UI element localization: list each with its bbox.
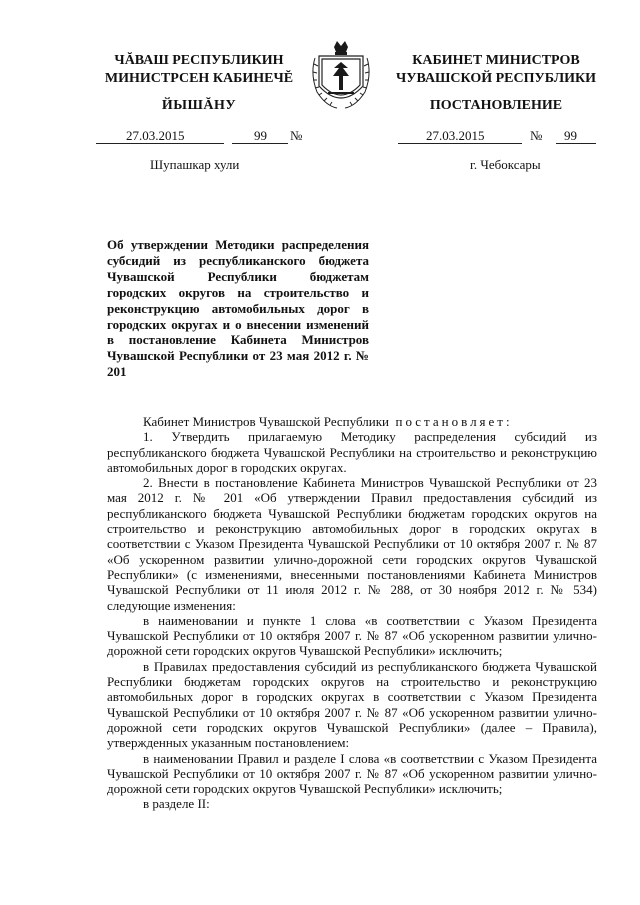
coat-of-arms-icon (310, 38, 372, 112)
body-paragraph: в наименовании и пункте 1 слова «в соответствии с Указом Президента Чувашской Республики от 10 октября 2007 г. № 87 «Об ускоренном развитии улично-дорожной сети городских округов Чувашской Республики» исключить; (107, 612, 597, 659)
header-right-number-sign: № (530, 128, 543, 143)
body-paragraph: в разделе II: (143, 796, 210, 812)
header-right-doc-type: ПОСТАНОВЛЕНИЕ (429, 98, 563, 113)
header-left-place: Шупашкар хули (150, 157, 240, 172)
document-title (107, 237, 369, 380)
header-left-doc-type: ЙЫШĂНУ (161, 98, 237, 113)
header-left-number-sign: № (290, 128, 303, 143)
body-paragraph: 2. Внести в постановление Кабинета Министров Чувашской Республики от 23 мая 2012 г. № 201 «Об утверждении Правил предоставления субсидий из республиканского бюджета Чувашской Республики бюджетам городских округов на строительство и реконструкцию автомобильных дорог в городских округах в соответствии с Указом Президента Чувашской Республики от 10 октября 2007 г. № 87 «Об ускоренном развитии улично-дорожной сети городских округов Чувашской Республики» (с изменениями, внесенными постановлениями Кабинета Министров Чувашской Республики от 11 июля 2012 г. № 288, от 30 ноября 2012 г. № 534) следующие изменения: (107, 475, 597, 613)
header-left-date-number (96, 128, 308, 146)
body-intro-verb: постановляет: (395, 414, 513, 429)
header-right-number: 99 (564, 128, 577, 143)
body-intro (107, 414, 597, 429)
header-left-line2: МИНИСТРСЕН КАБИНЕЧĔ (104, 71, 294, 86)
body-paragraph: в наименовании Правил и разделе I слова «в соответствии с Указом Президента Чувашской Республики от 10 октября 2007 г. № 87 «Об ускоренном развитии улично-дорожной сети городских округов Чувашской Республики» исключить; (107, 750, 597, 797)
header-left-date: 27.03.2015 (126, 128, 185, 143)
body-paragraph: в Правилах предоставления субсидий из республиканского бюджета Чувашской Республики бюджетам городских округов на строительство и реконструкцию автомобильных дорог в городских округах в соответствии с Указом Президента Чувашской Республики от 10 октября 2007 г. № 87 «Об ускоренном развитии улично-дорожной сети городских округов Чувашской Республики» (далее – Правила), утвержденных указанным постановлением: (107, 658, 597, 751)
body-paragraph: 1. Утвердить прилагаемую Методику распределения субсидий из республиканского бюджета Чувашской Республики на строительство и реконструкцию автомобильных дорог в городских округах. (107, 429, 597, 475)
header-right-place: г. Чебоксары (470, 157, 541, 172)
header-left-org (84, 52, 314, 88)
header-left-line1: ЧĂВАШ РЕСПУБЛИКИН (114, 53, 284, 68)
document-title-text: Об утверждении Методики распределения субсидий из республиканского бюджета Чувашской Республики бюджетам городских округов на строительство и реконструкцию автомобильных дорог в городских округах и о внесении изменений в постановление Кабинета Министров Чувашской Республики от 23 мая 2012 г. № 201 (107, 237, 369, 380)
header-right-org (376, 52, 616, 88)
header-right-date: 27.03.2015 (426, 128, 485, 143)
body-intro-text: Кабинет Министров Чувашской Республики (143, 414, 389, 429)
header-right-line1: КАБИНЕТ МИНИСТРОВ (412, 53, 580, 68)
header-right-line2: ЧУВАШСКОЙ РЕСПУБЛИКИ (395, 71, 597, 86)
document-body (107, 414, 597, 812)
header-left-number: 99 (254, 128, 267, 143)
header-right-date-number (398, 128, 598, 146)
